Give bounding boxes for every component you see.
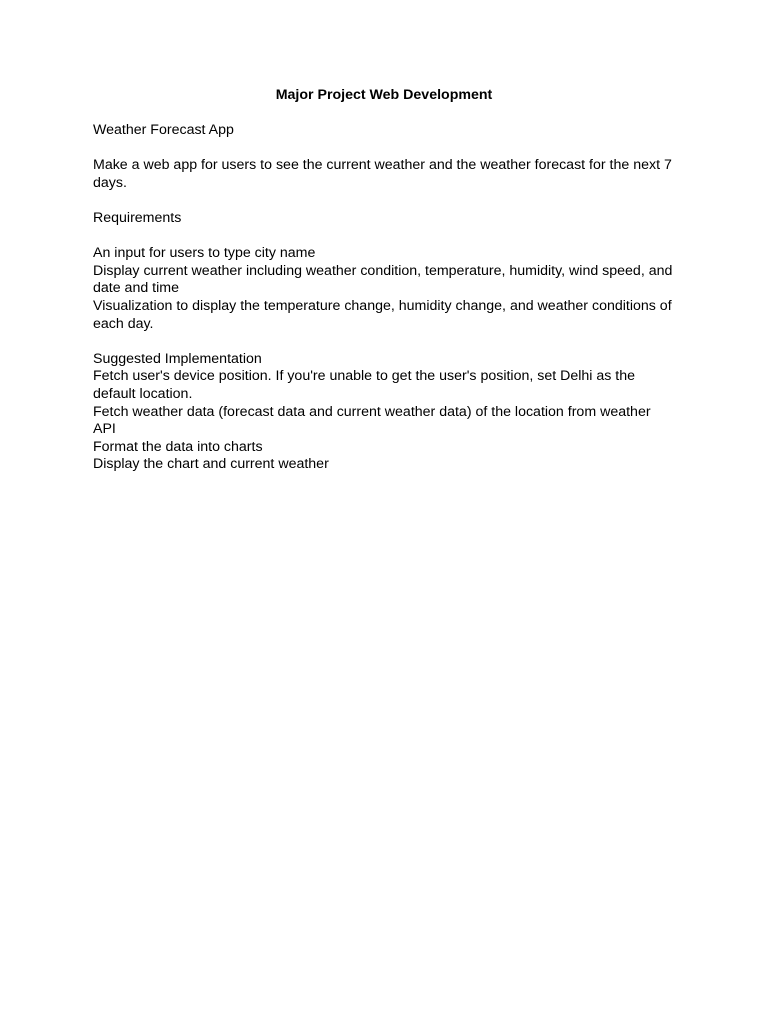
intro-line-2: days. xyxy=(93,174,127,191)
implementation-fetch-line-1: Fetch weather data (forecast data and current weather data) of the location from weather xyxy=(93,403,651,420)
document-body xyxy=(93,122,683,474)
requirement-current-weather-line-1: Display current weather including weather condition, temperature, humidity, wind speed, and xyxy=(93,262,673,279)
spacer xyxy=(93,192,683,210)
requirement-visualization-line-1: Visualization to display the temperature change, humidity change, and weather conditions of xyxy=(93,297,672,314)
spacer xyxy=(93,228,683,246)
spacer xyxy=(93,140,683,158)
implementation-position-line-2: default location. xyxy=(93,385,193,402)
app-name: Weather Forecast App xyxy=(93,122,234,138)
requirement-current-weather-line-2: date and time xyxy=(93,280,179,297)
requirements-heading: Requirements xyxy=(93,209,182,226)
intro-line-1: Make a web app for users to see the current weather and the weather forecast for the next 7 xyxy=(93,157,672,174)
implementation-position-line-1: Fetch user's device position. If you're unable to get the user's position, set Delhi as the xyxy=(93,368,636,385)
document-title: Major Project Web Development xyxy=(275,87,493,103)
requirement-visualization-line-2: each day. xyxy=(93,315,154,332)
implementation-fetch-line-2: API xyxy=(93,421,116,438)
implementation-heading: Suggested Implementation xyxy=(93,350,262,367)
spacer xyxy=(93,333,683,351)
implementation-display: Display the chart and current weather xyxy=(93,456,329,473)
requirement-city-input: An input for users to type city name xyxy=(93,245,316,262)
implementation-charts: Format the data into charts xyxy=(93,438,263,455)
